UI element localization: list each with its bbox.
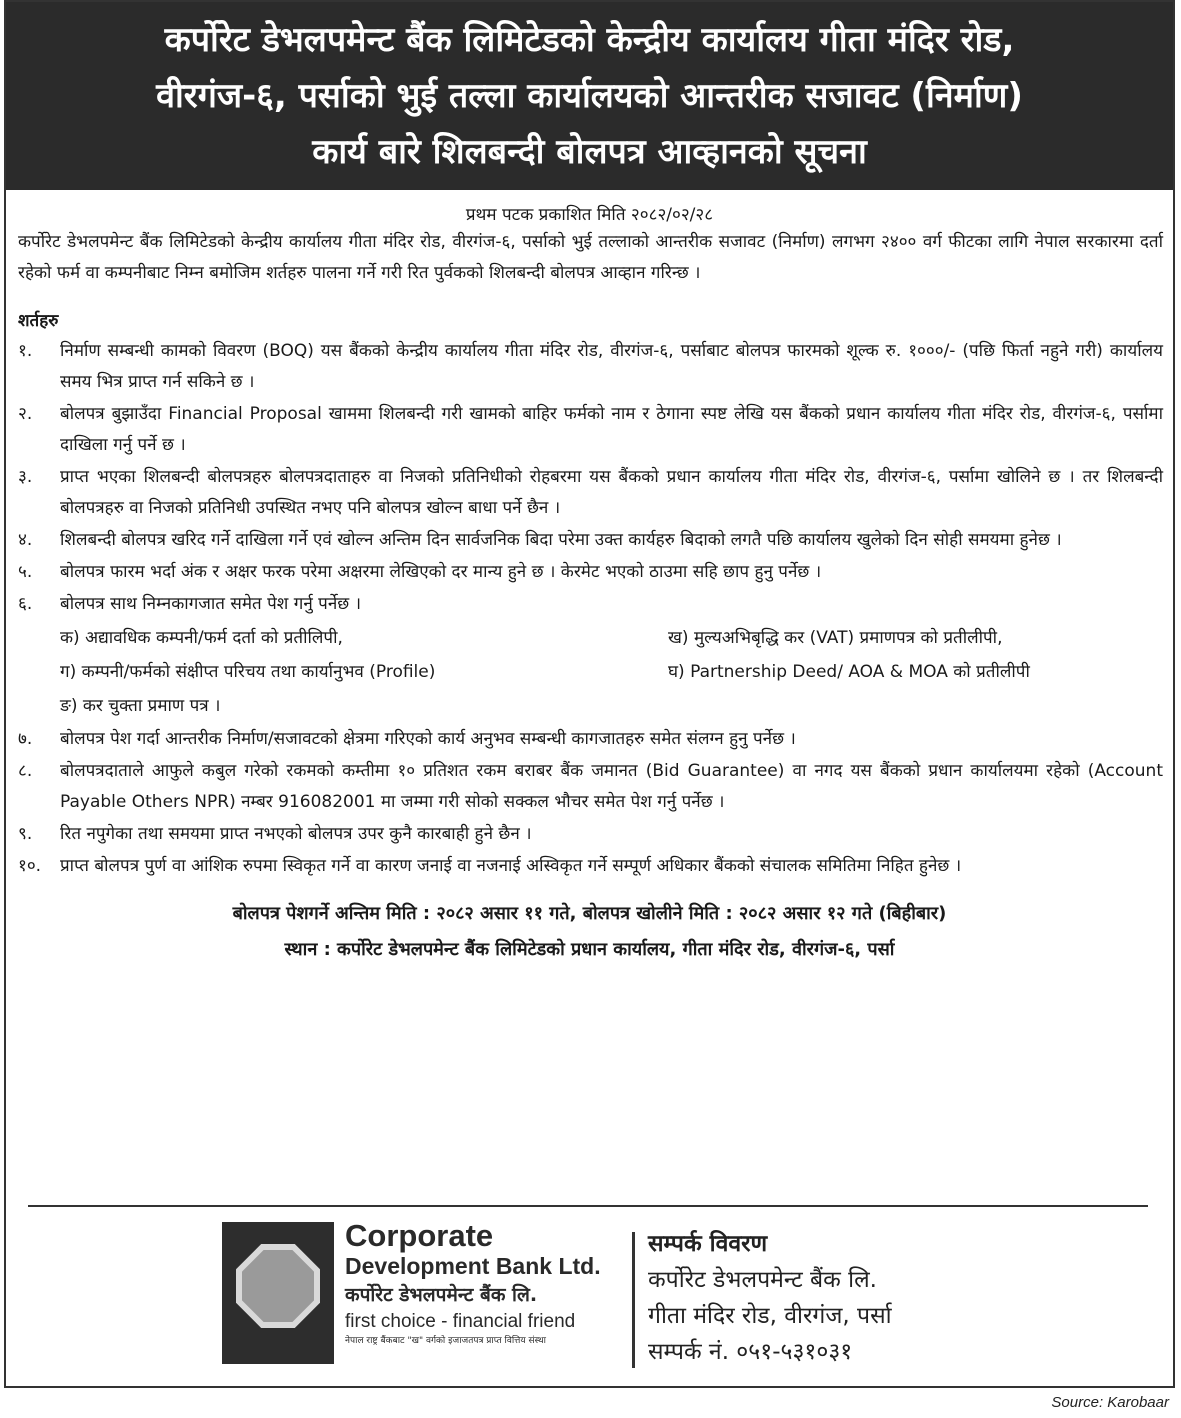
condition-text: बोलपत्र साथ निम्नकागजात समेत पेश गर्नु पर्नेछ ।	[60, 594, 362, 614]
contact-divider	[632, 1232, 635, 1368]
brand-tagline: first choice - financial friend	[345, 1311, 576, 1332]
condition-number: ९.	[18, 824, 33, 844]
condition-text: बोलपत्र बुझाउँदा Financial Proposal खाममा शिलबन्दी गरी खामको बाहिर फर्मको नाम र ठेगाना स्पष्ट लेखि यस बैंकको प्रधान कार्यालय गीता मंदिर रोड, वीरगंज-६, पर्सामा दाखिला गर्नु पर्ने छ ।	[60, 404, 1163, 455]
conditions-list	[6, 336, 1173, 882]
header-line-1: कर्पोरेट डेभलपमेन्ट बैंक लिमिटेडको केन्द्रीय कार्यालय गीता मंदिर रोड,	[164, 20, 1015, 60]
notice-frame	[4, 0, 1175, 1388]
sub-item-ka: क) अद्यावधिक कम्पनी/फर्म दर्ता को प्रतीलिपी,	[60, 628, 343, 648]
contact-name: कर्पोरेट डेभलपमेन्ट बैंक लि.	[648, 1267, 877, 1293]
deadline-dates: बोलपत्र पेशगर्ने अन्तिम मिति : २०८२ असार ११ गते, बोलपत्र खोलीने मिति : २०८२ असार १२ गते (बिहीबार)	[232, 903, 947, 924]
header-line-3: कार्य बारे शिलबन्दी बोलपत्र आव्हानको सूचना	[312, 132, 867, 172]
contact-details	[648, 1226, 892, 1370]
condition-text: बोलपत्रदाताले आफुले कबुल गरेको रकमको कम्तीमा १० प्रतिशत रकम बराबर बैंक जमानत (Bid Guarantee) वा नगद यस बैंकको प्रधान कार्यालयमा रहेको (Account Payable Others NPR) नम्बर 916082001 मा जम्मा गरी सोको सक्कल भौचर समेत पेश गर्नु पर्नेछ ।	[60, 761, 1163, 812]
condition-item	[6, 851, 1173, 882]
condition-text: बोलपत्र फारम भर्दा अंक र अक्षर फरक परेमा अक्षरमा लेखिएको दर मान्य हुने छ । केरमेट भएको ठाउमा सहि छाप हुनु पर्नेछ ।	[60, 562, 822, 582]
sub-item-ga: ग) कम्पनी/फर्मको संक्षीप्त परिचय तथा कार्यानुभव (Profile)	[60, 662, 436, 682]
condition-item	[6, 819, 1173, 850]
contact-address: गीता मंदिर रोड, वीरगंज, पर्सा	[648, 1303, 892, 1329]
brand-license: नेपाल राष्ट्र बैंकबाट "ख" वर्गको इजाजतपत्र प्राप्त वित्तिय संस्था	[345, 1336, 546, 1346]
intro-paragraph: कर्पोरेट डेभलपमेन्ट बैंक लिमिटेडको केन्द्रीय कार्यालय गीता मंदिर रोड, वीरगंज-६, पर्साको भुई तल्लाको आन्तरीक सजावट (निर्माण) लगभग २४०० वर्ग फीटका लागि नेपाल सरकारमा दर्ता रहेको फर्म वा कम्पनीबाट निम्न बमोजिम शर्तहरु पालना गर्ने गरी रित पुर्वकको शिलबन्दी बोलपत्र आव्हान गरिन्छ ।	[18, 232, 1163, 283]
condition-number: ३.	[18, 467, 33, 487]
condition-item	[6, 462, 1173, 524]
sub-item-kha: ख) मुल्यअभिबृद्धि कर (VAT) प्रमाणपत्र को प्रतीलीपी,	[668, 628, 1003, 648]
condition-number: १०.	[18, 856, 42, 876]
sub-item-nga: ङ) कर चुक्ता प्रमाण पत्र ।	[60, 696, 221, 716]
condition-text: बोलपत्र पेश गर्दा आन्तरीक निर्माण/सजावटको क्षेत्रमा गरिएको कार्य अनुभव सम्बन्धी कागजातहरु समेत संलग्न हुनु पर्नेछ ।	[60, 729, 796, 749]
brand-name-line-2: Development Bank Ltd.	[345, 1253, 601, 1279]
condition-item	[6, 399, 1173, 461]
header-line-2: वीरगंज-६, पर्साको भुई तल्ला कार्यालयको आन्तरीक सजावट (निर्माण)	[156, 76, 1023, 116]
conditions-title: शर्तहरु	[18, 311, 59, 331]
sub-items-row-3	[6, 689, 1173, 723]
condition-text: प्राप्त भएका शिलबन्दी बोलपत्रहरु बोलपत्रदाताहरु वा निजको प्रतिनिधीको रोहबरमा यस बैंकको प्रधान कार्यालय गीता मंदिर रोड, वीरगंज-६, पर्सामा खोलिने छ । तर शिलबन्दी बोलपत्रहरु वा निजको प्रतिनिधी उपस्थित नभए पनि बोलपत्र खोल्न बाधा पर्ने छैन ।	[60, 467, 1163, 518]
deadline-block	[6, 896, 1173, 968]
condition-item	[6, 557, 1173, 588]
condition-number: ८.	[18, 761, 33, 781]
sub-items-row-1	[6, 621, 1173, 655]
condition-text: निर्माण सम्बन्धी कामको विवरण (BOQ) यस बैंकको केन्द्रीय कार्यालय गीता मंदिर रोड, वीरगंज-६, पर्साबाट बोलपत्र फारमको शूल्क रु. १०००/- (पछि फिर्ता नहुने गरी) कार्यालय समय भित्र प्राप्त गर्न सकिने छ ।	[60, 341, 1163, 392]
octagon-logo-inner	[242, 1250, 314, 1322]
notice-header	[6, 2, 1173, 190]
contact-phone: सम्पर्क नं. ०५१-५३१०३१	[648, 1339, 853, 1365]
condition-item	[6, 756, 1173, 818]
bank-brand	[345, 1220, 625, 1348]
brand-name-nepali: कर्पोरेट डेभलपमेन्ट बैंक लि.	[345, 1284, 538, 1306]
sub-item-gha: घ) Partnership Deed/ AOA & MOA को प्रतीलीपी	[668, 662, 1030, 682]
condition-number: २.	[18, 404, 33, 424]
deadline-location: स्थान : कर्पोरेट डेभलपमेन्ट बैंक लिमिटेडको प्रधान कार्यालय, गीता मंदिर रोड, वीरगंज-६, पर्सा	[284, 939, 895, 960]
condition-text: प्राप्त बोलपत्र पुर्ण वा आंशिक रुपमा स्विकृत गर्ने वा कारण जनाई वा नजनाई अस्विकृत गर्ने सम्पूर्ण अधिकार बैंकको संचालक समितिमा निहित हुनेछ ।	[60, 856, 962, 876]
condition-text: शिलबन्दी बोलपत्र खरिद गर्ने दाखिला गर्ने एवं खोल्न अन्तिम दिन सार्वजनिक बिदा परेमा उक्त कार्यहरु बिदाको लगतै पछि कार्यालय खुलेको दिन सोही समयमा हुनेछ ।	[60, 530, 1062, 550]
condition-number: ६.	[18, 594, 33, 614]
condition-text: रित नपुगेका तथा समयमा प्राप्त नभएको बोलपत्र उपर कुनै कारबाही हुने छैन ।	[60, 824, 532, 844]
condition-item	[6, 724, 1173, 755]
condition-item	[6, 336, 1173, 398]
sub-items-row-2	[6, 655, 1173, 689]
condition-item	[6, 589, 1173, 620]
divider	[28, 1205, 1148, 1207]
condition-number: ४.	[18, 530, 33, 550]
publication-date: प्रथम पटक प्रकाशित मिति २०८२/०२/२८	[465, 205, 714, 225]
source-credit: Source: Karobaar	[1051, 1394, 1169, 1411]
bank-logo	[222, 1222, 334, 1364]
condition-number: ७.	[18, 729, 33, 749]
contact-title: सम्पर्क विवरण	[648, 1231, 768, 1257]
condition-number: १.	[18, 341, 33, 361]
condition-number: ५.	[18, 562, 33, 582]
brand-name-line-1: Corporate	[345, 1218, 494, 1253]
condition-item	[6, 525, 1173, 556]
